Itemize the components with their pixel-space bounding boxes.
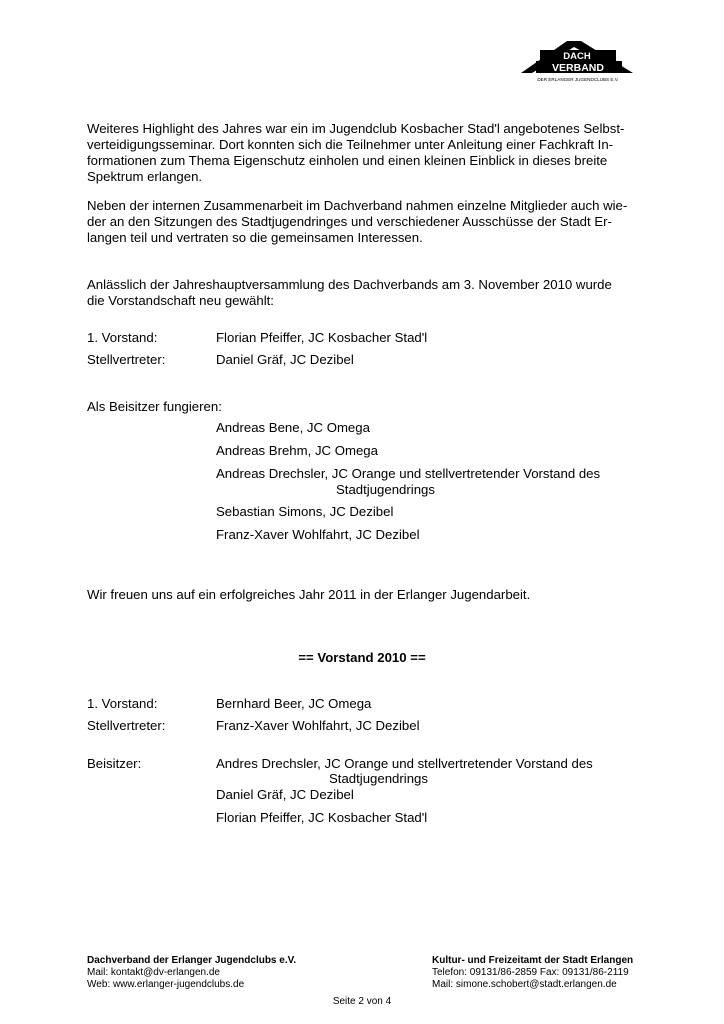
assessor-item: Andreas Brehm, JC Omega [216,443,378,458]
logo-line2: VERBAND [552,62,604,74]
board-new-label-deputy: Stellvertreter: [87,352,166,367]
footer-left [87,955,296,991]
board-2010-assessor-item: Daniel Gräf, JC Dezibel [216,787,354,802]
board-2010-assessor-continuation: Stadtjugendrings [329,771,428,786]
assessor-item: Andreas Drechsler, JC Orange und stellvertretender Vorstand des [216,466,601,481]
paragraph-self-defense: Weiteres Highlight des Jahres war ein im Jugendclub Kosbacher Stad'l angebotenes Selbst- verteidigungsseminar. Dort konnten sich die Teilnehmer unter Anleitung einer Fachkraft In- formationen zum Thema Eigenschutz einholen und einen kleinen Einblick in dieses breite Spektrum erlangen. [87,121,625,184]
board-2010-assessor-item: Florian Pfeiffer, JC Kosbacher Stad'l [216,810,428,825]
board-new-value-deputy: Daniel Gräf, JC Dezibel [216,352,354,367]
assessor-item: Sebastian Simons, JC Dezibel [216,504,394,519]
assessor-item: Franz-Xaver Wohlfahrt, JC Dezibel [216,527,420,542]
board-2010-label-chair: 1. Vorstand: [87,696,158,711]
footer-left-mail: Mail: kontakt@dv-erlangen.de [87,967,220,978]
footer-right-phone: Telefon: 09131/86-2859 Fax: 09131/86-2119 [432,967,629,978]
board-2010-assessor-item: Andres Drechsler, JC Orange und stellvertretender Vorstand des [216,756,593,771]
footer-left-org: Dachverband der Erlanger Jugendclubs e.V. [87,955,297,966]
section-heading-board-2010: == Vorstand 2010 == [298,650,426,665]
board-2010-value-chair: Bernhard Beer, JC Omega [216,696,372,711]
board-2010-label-assessors: Beisitzer: [87,756,142,771]
footer-right-org: Kultur- und Freizeitamt der Stadt Erlangen [432,955,634,966]
logo-line1: DACH [563,51,591,62]
dachverband-logo [518,37,636,85]
board-2010-label-deputy: Stellvertreter: [87,718,166,733]
closing-sentence: Wir freuen uns auf ein erfolgreiches Jahr 2011 in der Erlanger Jugendarbeit. [87,587,531,602]
board-new-value-chair: Florian Pfeiffer, JC Kosbacher Stad'l [216,330,428,345]
paragraph-election: Anlässlich der Jahreshauptversammlung des Dachverbands am 3. November 2010 wurde die Vorstandschaft neu gewählt: [87,277,612,308]
footer-left-web: Web: www.erlanger-jugendclubs.de [87,979,245,990]
assessor-item: Andreas Bene, JC Omega [216,420,370,435]
assessor-item-continuation: Stadtjugendrings [336,482,435,497]
page-number: Seite 2 von 4 [332,996,392,1007]
paragraph-cooperation: Neben der internen Zusammenarbeit im Dachverband nahmen einzelne Mitglieder auch wie- der an den Sitzungen des Stadtjugendringes und verschiedener Ausschüsse der Stadt Er- langen teil und vertraten so die gemeinsamen Interessen. [87,198,628,245]
board-2010-value-deputy: Franz-Xaver Wohlfahrt, JC Dezibel [216,718,420,733]
footer-right-mail: Mail: simone.schobert@stadt.erlangen.de [432,979,617,990]
footer-right [432,955,633,991]
logo-subline: DER ERLANGER JUGENDCLUBS E.V. [537,77,619,82]
board-new-label-chair: 1. Vorstand: [87,330,158,345]
assessors-intro: Als Beisitzer fungieren: [87,399,222,414]
